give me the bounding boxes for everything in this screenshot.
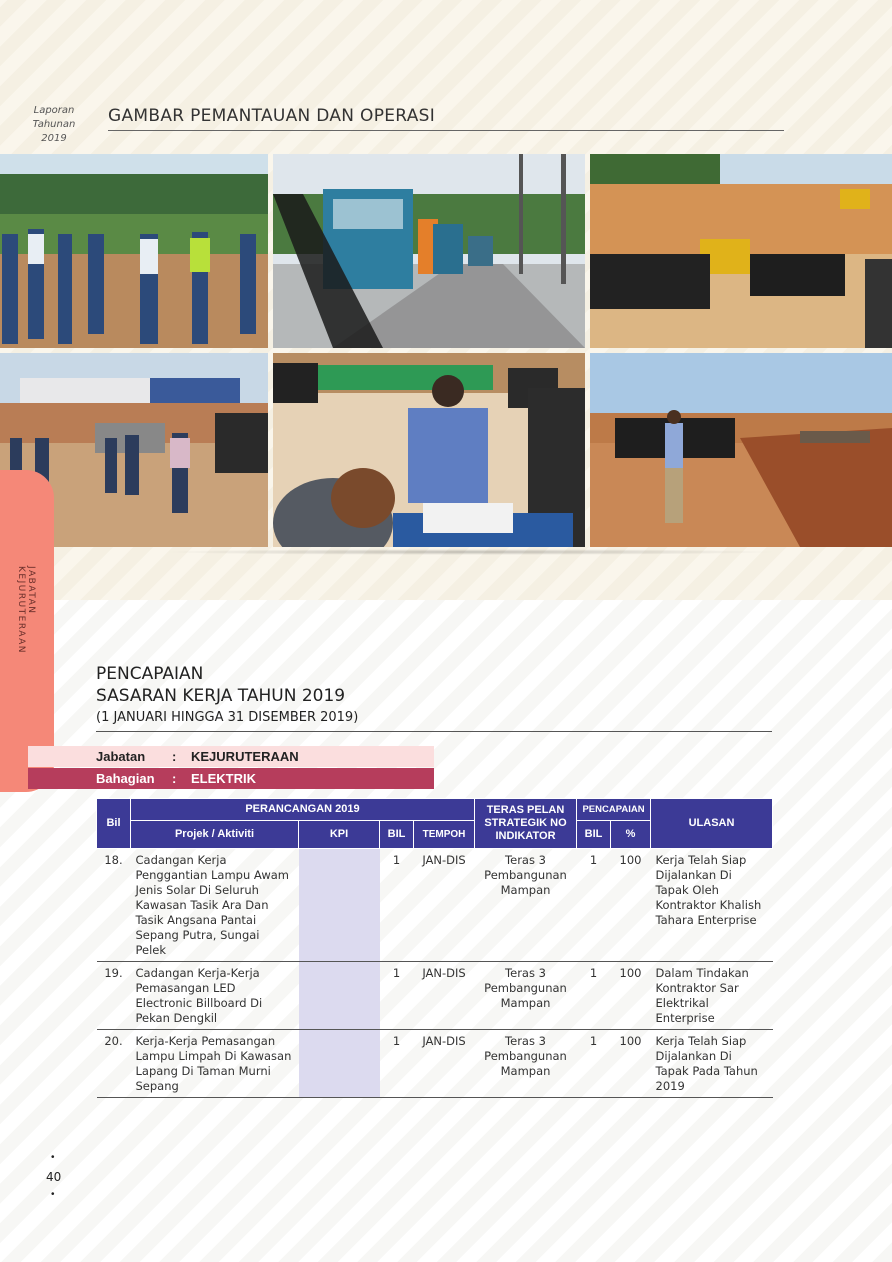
section-title-line1: PENCAPAIAN [96,664,204,684]
header-perancangan: PERANCANGAN 2019 [131,799,475,821]
header-pencapaian-bil: BIL [577,821,611,849]
header-pencapaian: PENCAPAIAN [577,799,651,821]
table-row [97,1030,773,1098]
row-pencapaian-bil: 1 [577,1030,611,1098]
jabatan-value: KEJURUTERAAN [191,749,299,764]
row-projek: Cadangan Kerja Penggantian Lampu Awam Jenis Solar Di Seluruh Kawasan Tasik Ara Dan Tasik Angsana Pantai Sepang Putra, Sungai Pelek [131,849,299,962]
header-bil: Bil [97,799,131,849]
jabatan-label: Jabatan [96,749,146,764]
row-bil: 1 [380,1030,414,1098]
row-ulasan: Kerja Telah Siap Dijalankan Di Tapak Oleh Kontraktor Khalish Tahara Enterprise [651,849,773,962]
header-pencapaian-pct: % [611,821,651,849]
header-tempoh: TEMPOH [414,821,475,849]
section-divider [96,731,772,732]
header-kpi: KPI [299,821,380,849]
report-label-line3: 2019 [41,133,67,144]
photo-officer-pickup-truck [590,353,892,547]
row-pencapaian-bil: 1 [577,962,611,1030]
report-label-line2: Tahunan [32,119,76,130]
photo-earthworks-vehicles [590,154,892,348]
report-label-line1: Laporan [33,105,75,116]
row-teras: Teras 3 Pembangunan Mampan [475,962,577,1030]
row-number: 18. [97,849,131,962]
row-pencapaian-pct: 100 [611,1030,651,1098]
header-ulasan: ULASAN [651,799,773,849]
row-ulasan: Dalam Tindakan Kontraktor Sar Elektrikal Enterprise [651,962,773,1030]
row-tempoh: JAN-DIS [414,1030,475,1098]
bahagian-value: ELEKTRIK [191,771,256,786]
table-row [97,962,773,1030]
bahagian-bar [28,768,434,789]
row-pencapaian-pct: 100 [611,962,651,1030]
bahagian-label: Bahagian [96,771,155,786]
jabatan-separator: : [172,749,177,764]
row-number: 20. [97,1030,131,1098]
kpi-table [96,798,773,1098]
report-label [26,104,82,146]
row-kpi [299,962,380,1030]
row-bil: 1 [380,962,414,1030]
jabatan-bar [28,746,434,767]
row-projek: Cadangan Kerja-Kerja Pemasangan LED Electronic Billboard Di Pekan Dengkil [131,962,299,1030]
page-dot-top: • [51,1152,55,1163]
photo-trucks-road [273,154,585,348]
section-period: (1 JANUARI HINGGA 31 DISEMBER 2019) [96,710,359,725]
row-number: 19. [97,962,131,1030]
row-ulasan: Kerja Telah Siap Dijalankan Di Tapak Pada Tahun 2019 [651,1030,773,1098]
page-dot-bottom: • [51,1189,55,1200]
photo-document-signing [273,353,585,547]
page-title: GAMBAR PEMANTAUAN DAN OPERASI [108,106,436,126]
row-tempoh: JAN-DIS [414,849,475,962]
section-title-line2: SASARAN KERJA TAHUN 2019 [96,686,346,706]
bahagian-separator: : [172,771,177,786]
row-projek: Kerja-Kerja Pemasangan Lampu Limpah Di Kawasan Lapang Di Taman Murni Sepang [131,1030,299,1098]
photo-site-inspection-group [0,154,268,348]
page-number: 40 [46,1170,62,1184]
row-bil: 1 [380,849,414,962]
header-teras: TERAS PELAN STRATEGIK NO INDIKATOR [475,799,577,849]
row-pencapaian-pct: 100 [611,849,651,962]
row-teras: Teras 3 Pembangunan Mampan [475,849,577,962]
row-tempoh: JAN-DIS [414,962,475,1030]
row-pencapaian-bil: 1 [577,849,611,962]
row-kpi [299,1030,380,1098]
header-projek: Projek / Aktiviti [131,821,299,849]
side-tab-label: JABATAN KEJURUTERAAN [16,566,36,655]
header-kpi-bil: BIL [380,821,414,849]
header-divider [108,130,784,131]
photo-grid-shadow [160,549,780,555]
row-kpi [299,849,380,962]
row-teras: Teras 3 Pembangunan Mampan [475,1030,577,1098]
table-row [97,849,773,962]
